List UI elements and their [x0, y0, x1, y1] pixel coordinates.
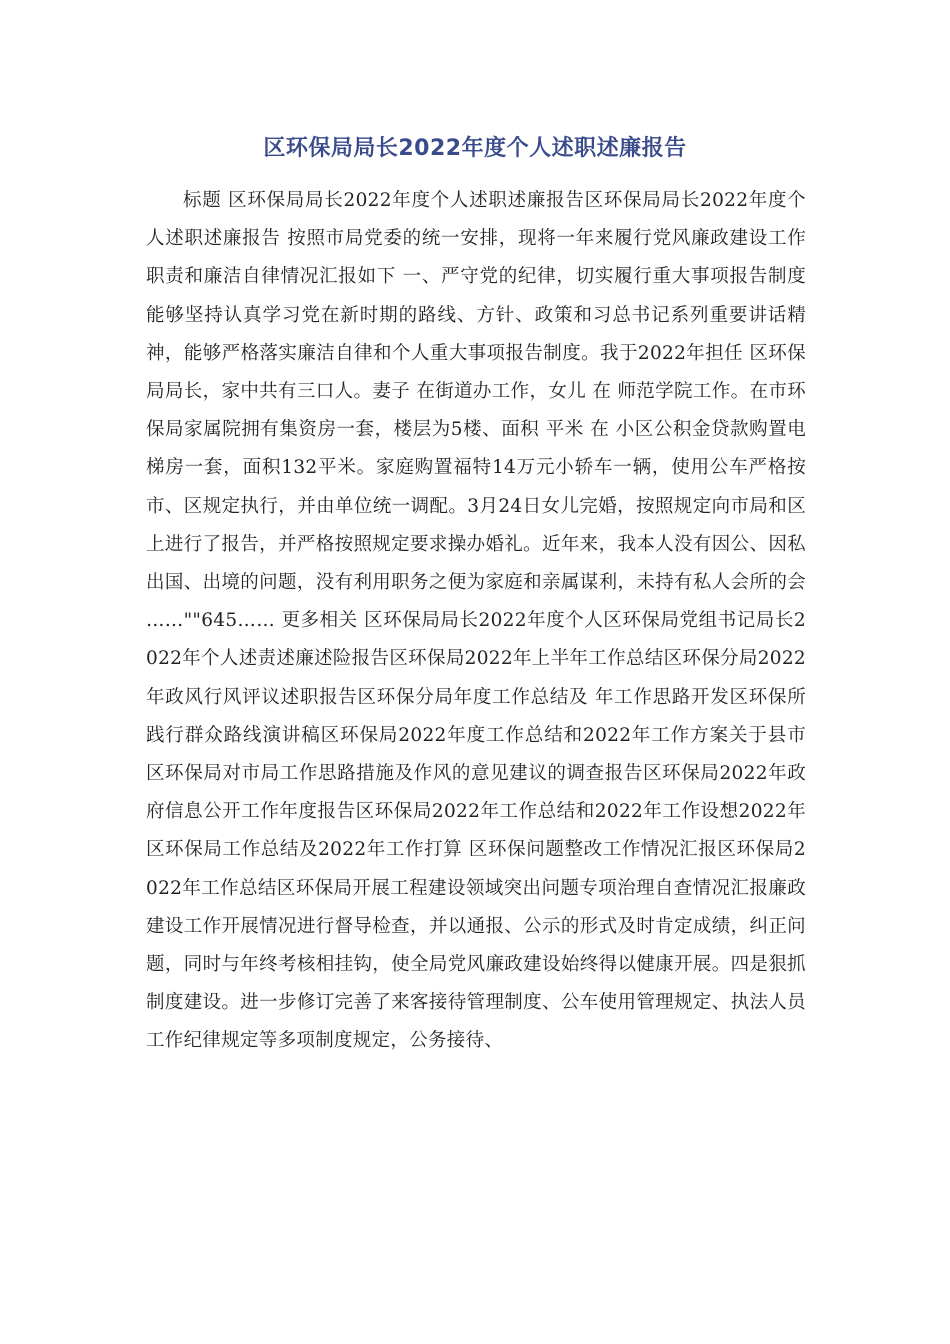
document-body: 标题 区环保局局长2022年度个人述职述廉报告区环保局局长2022年度个人述职述廉报告 按照市局党委的统一安排，现将一年来履行党风廉政建设工作职责和廉洁自律情况汇报如下 一、严守党的纪律，切实履行重大事项报告制度能够坚持认真学习党在新时期的路线、方针、政策和习总书记系列重要讲话精神，能够严格落实廉洁自律和个人重大事项报告制度。我于2022年担任 区环保局局长，家中共有三口人。妻子 在街道办工作，女儿 在 师范学院工作。在市环保局家属院拥有集资房一套，楼层为5楼、面积 平米 在 小区公积金贷款购置电梯房一套，面积132平米。家庭购置福特14万元小轿车一辆，使用公车严格按市、区规定执行，并由单位统一调配。3月24日女儿完婚，按照规定向市局和区上进行了报告，并严格按照规定要求操办婚礼。近年来，我本人没有因公、因私出国、出境的问题，没有利用职务之便为家庭和亲属谋利，未持有私人会所的会 ……""645…… 更多相关 区环保局局长2022年度个人区环保局党组书记局长2022年个人述责述廉述险报告区环保局2022年上半年工作总结区环保分局2022年政风行风评议述职报告区环保分局年度工作总结及 年工作思路开发区环保所践行群众路线演讲稿区环保局2022年度工作总结和2022年工作方案关于县市区环保局对市局工作思路措施及作风的意见建议的调查报告区环保局2022年政府信息公开工作年度报告区环保局2022年工作总结和2022年工作设想2022年区环保局工作总结及2022年工作打算 区环保问题整改工作情况汇报区环保局2022年工作总结区环保局开展工程建设领域突出问题专项治理自查情况汇报廉政建设工作开展情况进行督导检查，并以通报、公示的形式及时肯定成绩，纠正问题，同时与年终考核相挂钩，使全局党风廉政建设始终得以健康开展。四是狠抓制度建设。进一步修订完善了来客接待管理制度、公车使用管理规定、执法人员工作纪律规定等多项制度规定，公务接待、	[146, 190, 806, 1052]
document-title: 区环保局局长2022年度个人述职述廉报告	[263, 136, 687, 161]
